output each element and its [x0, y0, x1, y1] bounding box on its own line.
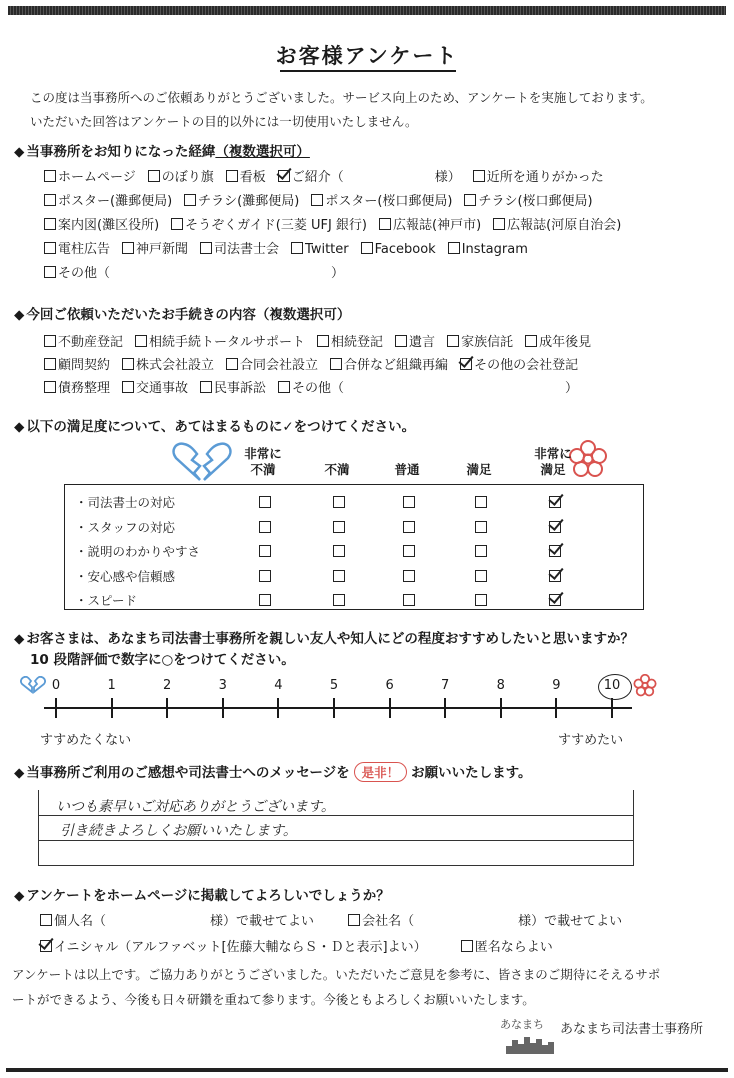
option-label: その他の会社登記	[474, 358, 579, 373]
scale-tick	[333, 698, 335, 718]
checkbox[interactable]	[44, 381, 56, 393]
scale-number[interactable]: 3	[218, 678, 227, 693]
scale-tick	[166, 698, 168, 718]
option-item[interactable]	[226, 354, 318, 373]
option-item[interactable]	[278, 166, 461, 185]
checkbox[interactable]	[200, 242, 212, 254]
rating-row-label: ・スタッフの対応	[75, 519, 176, 535]
option-label: ご紹介（ 様）	[291, 170, 461, 185]
closing-line-2: ートができるよう、今後も日々研鑽を重ねて参ります。今後ともよろしくお願いいたします。	[12, 992, 535, 1007]
checkbox[interactable]	[44, 242, 56, 254]
option-label: 神戸新聞	[136, 242, 189, 257]
option-item[interactable]	[44, 354, 110, 373]
option-item[interactable]	[184, 190, 299, 209]
checkbox[interactable]	[333, 570, 345, 582]
column-header: 不満	[324, 462, 350, 477]
skyline-icon	[504, 1034, 556, 1054]
option-label: 民事訴訟	[214, 381, 267, 396]
option-label: その他（ ）	[58, 266, 345, 281]
badge: 是非！	[354, 762, 408, 782]
option-label: 相続登記	[331, 335, 384, 350]
checkbox[interactable]	[475, 594, 487, 606]
option-row	[44, 262, 356, 281]
option-item[interactable]	[135, 331, 305, 350]
column-header: 非常に 満足	[534, 446, 572, 477]
option-item[interactable]	[291, 242, 349, 257]
column-header: 満足	[466, 462, 492, 477]
scale-number[interactable]: 5	[329, 678, 339, 693]
checkbox[interactable]	[40, 914, 52, 926]
checkbox[interactable]	[361, 242, 373, 254]
page-title: お客様アンケート	[275, 44, 459, 68]
option-item[interactable]	[171, 214, 367, 233]
checkbox[interactable]	[403, 496, 415, 508]
q4-heading-2: 10 段階評価で数字に○をつけてください。	[30, 652, 295, 668]
checkbox-checked[interactable]	[549, 545, 561, 557]
checkbox[interactable]	[475, 545, 487, 557]
option-item[interactable]	[226, 166, 266, 185]
option-label: 電柱広告	[58, 242, 111, 257]
q6-heading: ◆ アンケートをホームページに掲載してよろしいでしょうか？	[14, 888, 390, 904]
column-header: 非常に 不満	[244, 446, 282, 477]
rating-row-label: ・スピード	[75, 593, 138, 608]
checkbox[interactable]	[122, 381, 134, 393]
checkbox[interactable]	[379, 218, 391, 230]
top-border	[8, 6, 726, 15]
option-label: 相続手続トータルサポート	[149, 335, 306, 350]
option-item[interactable]	[44, 214, 159, 233]
option-label: 広報誌(神戸市)	[393, 218, 482, 233]
option-item[interactable]	[311, 190, 452, 209]
office-logo: あなまち	[500, 1018, 544, 1031]
option-item[interactable]	[460, 354, 578, 373]
scale-tick	[277, 698, 279, 718]
option-label: 不動産登記	[58, 335, 124, 350]
option-label: チラシ(桜口郵便局)	[478, 194, 593, 209]
q6-option-anonymous[interactable]: 匿名ならよい	[461, 936, 553, 955]
option-item[interactable]	[330, 354, 448, 373]
option-label: ポスター(桜口郵便局)	[325, 194, 453, 209]
broken-heart-icon	[170, 440, 234, 484]
office-name: あなまち司法書士事務所	[560, 1022, 704, 1037]
scale-tick	[500, 698, 502, 718]
selected-rating-circle	[598, 674, 632, 700]
checkbox-checked[interactable]	[549, 570, 561, 582]
option-item[interactable]	[44, 166, 136, 185]
checkbox[interactable]	[44, 358, 56, 370]
option-item[interactable]	[464, 190, 592, 209]
q3-heading: ◆ 以下の満足度について、あてはまるものに✓をつけてください。	[14, 419, 416, 435]
scale-tick	[611, 698, 613, 718]
option-item[interactable]	[447, 331, 513, 350]
scale-number[interactable]: 9	[552, 678, 561, 693]
small-flower-icon	[632, 674, 658, 698]
checkbox[interactable]	[122, 358, 134, 370]
scale-tick	[111, 698, 113, 718]
option-label: ポスター(灘郵便局)	[58, 194, 173, 209]
option-item[interactable]	[122, 354, 214, 373]
checkbox[interactable]	[475, 496, 487, 508]
option-label: ホームページ	[58, 170, 136, 185]
scale-number[interactable]: 0	[51, 678, 61, 693]
checkbox[interactable]	[226, 170, 238, 182]
checkbox[interactable]	[44, 266, 56, 278]
option-label: 遺言	[409, 335, 436, 350]
checkbox[interactable]	[259, 570, 271, 582]
checkbox[interactable]	[291, 242, 303, 254]
option-label: 株式会社設立	[136, 358, 215, 373]
option-row	[44, 166, 616, 185]
option-label: Twitter	[305, 242, 349, 257]
checkbox-checked[interactable]	[40, 940, 52, 952]
checkbox[interactable]	[278, 381, 290, 393]
scale-tick	[222, 698, 224, 718]
checkbox[interactable]	[403, 594, 415, 606]
scale-tick	[389, 698, 391, 718]
option-item[interactable]	[493, 214, 621, 233]
checkbox[interactable]	[317, 335, 329, 347]
scale-number[interactable]: 2	[163, 678, 172, 693]
option-label: 広報誌(河原自治会)	[507, 218, 622, 233]
rating-row-label: ・司法書士の対応	[75, 495, 176, 510]
option-item[interactable]	[278, 377, 578, 396]
checkbox[interactable]	[259, 496, 271, 508]
option-label: のぼり旗	[161, 170, 214, 185]
intro-line-2: いただいた回答はアンケートの目的以外には一切使用いたしません。	[30, 114, 418, 129]
scale-number[interactable]: 10	[603, 678, 621, 693]
option-label: Instagram	[461, 242, 528, 257]
q4-heading-1: ◆ お客さまは、あなまち司法書士事務所を親しい友人や知人にどの程度おすすめしたいと思いますか？	[14, 631, 635, 647]
checkbox[interactable]	[333, 496, 345, 508]
checkbox-checked[interactable]	[549, 521, 561, 533]
option-label: 顧問契約	[58, 358, 111, 373]
scale-number[interactable]: 7	[441, 678, 450, 693]
q6-option-name[interactable]: 個人名（ 様）で載せてよい	[40, 910, 314, 929]
checkbox[interactable]	[525, 335, 537, 347]
checkbox[interactable]	[403, 521, 415, 533]
checkbox[interactable]	[447, 335, 459, 347]
scale-tick	[444, 698, 446, 718]
checkbox[interactable]	[395, 335, 407, 347]
scale-tick	[55, 698, 57, 718]
option-item[interactable]	[44, 377, 110, 396]
scale-tick	[555, 698, 557, 718]
scale-number[interactable]: 6	[385, 678, 394, 693]
option-label: 合併など組織再編	[344, 358, 449, 373]
q2-heading: ◆ 今回ご依頼いただいたお手続きの内容（複数選択可）	[14, 307, 351, 323]
option-label: 交通事故	[136, 381, 189, 396]
option-item[interactable]	[379, 214, 481, 233]
checkbox-checked[interactable]	[278, 170, 290, 182]
intro-line-1: この度は当事務所へのご依頼ありがとうございました。サービス向上のため、アンケートを実施しております。	[30, 90, 653, 105]
scale-low-label: すすめたくない	[40, 733, 132, 748]
checkbox[interactable]	[44, 218, 56, 230]
q1-heading: ◆ 当事務所をお知りになった経緯（複数選択可）	[14, 144, 310, 160]
option-label: 案内図(灘区役所)	[58, 218, 160, 233]
scale-high-label: すすめたい	[558, 733, 624, 748]
checkbox[interactable]	[403, 545, 415, 557]
rating-row-label: ・安心感や信頼感	[75, 568, 176, 584]
q6-option-company[interactable]: 会社名（ 様）で載せてよい	[348, 910, 622, 929]
checkbox[interactable]	[184, 194, 196, 206]
checkbox[interactable]	[44, 194, 56, 206]
checkbox[interactable]	[171, 218, 183, 230]
option-item[interactable]	[525, 331, 591, 350]
scale-number[interactable]: 1	[107, 678, 116, 693]
checkbox[interactable]	[493, 218, 505, 230]
option-row	[44, 331, 603, 350]
option-item[interactable]	[122, 238, 188, 257]
q6-option-initial[interactable]: イニシャル（アルファベット[佐藤大輔ならＳ・Ｄと表示]よい）	[40, 936, 427, 955]
checkbox[interactable]	[403, 570, 415, 582]
option-item[interactable]	[448, 242, 528, 257]
option-item[interactable]	[44, 331, 123, 350]
option-label: 家族信託	[461, 335, 514, 350]
checkbox[interactable]	[259, 594, 271, 606]
option-item[interactable]	[200, 238, 279, 257]
scale-number[interactable]: 4	[274, 678, 283, 693]
option-item[interactable]	[361, 242, 436, 257]
checkbox[interactable]	[259, 545, 271, 557]
checkbox[interactable]	[44, 170, 56, 182]
option-row	[44, 354, 590, 373]
q5-heading: ◆ 当事務所ご利用のご感想や司法書士へのメッセージを 是非！ お願いいたします。	[14, 761, 532, 782]
option-label: そうぞくガイド(三菱 UFJ 銀行)	[185, 218, 368, 233]
message-line-1: いつも素早いご対応ありがとうございます。	[56, 799, 335, 815]
bottom-border	[6, 1068, 728, 1072]
title-underline	[280, 70, 456, 72]
checkbox[interactable]	[464, 194, 476, 206]
checkbox[interactable]	[148, 170, 160, 182]
option-label: 成年後見	[539, 335, 592, 350]
option-item[interactable]	[148, 166, 214, 185]
option-row	[44, 377, 590, 396]
checkbox[interactable]	[135, 335, 147, 347]
checkbox[interactable]	[259, 521, 271, 533]
checkbox[interactable]	[348, 914, 360, 926]
satisfaction-table	[64, 484, 644, 610]
option-label: チラシ(灘郵便局)	[198, 194, 300, 209]
checkbox[interactable]	[333, 545, 345, 557]
checkbox-checked[interactable]	[549, 496, 561, 508]
option-item[interactable]	[44, 238, 110, 257]
checkbox[interactable]	[330, 358, 342, 370]
option-item[interactable]	[122, 377, 188, 396]
checkbox[interactable]	[475, 521, 487, 533]
option-item[interactable]	[317, 331, 383, 350]
option-label: Facebook	[374, 242, 436, 257]
option-label: 合同会社設立	[240, 358, 319, 373]
scale-line	[44, 707, 632, 709]
option-label: 債務整理	[58, 381, 111, 396]
option-label: 近所を通りがかった	[486, 170, 604, 185]
message-line-2: 引き続きよろしくお願いいたします。	[60, 823, 297, 839]
option-row	[44, 190, 605, 209]
checkbox[interactable]	[448, 242, 460, 254]
option-row	[44, 214, 633, 233]
checkbox[interactable]	[333, 594, 345, 606]
option-item[interactable]	[44, 262, 344, 281]
option-item[interactable]	[473, 166, 604, 185]
checkbox-checked[interactable]	[460, 358, 472, 370]
option-label: 看板	[239, 170, 266, 185]
checkbox[interactable]	[200, 381, 212, 393]
option-row	[44, 238, 540, 257]
checkbox[interactable]	[333, 521, 345, 533]
checkbox[interactable]	[311, 194, 323, 206]
scale-number[interactable]: 8	[496, 678, 505, 693]
small-broken-heart-icon	[20, 676, 46, 694]
option-item[interactable]	[395, 331, 435, 350]
checkbox[interactable]	[226, 358, 238, 370]
option-label: その他（ ）	[292, 381, 579, 396]
q6-row-2	[40, 936, 565, 955]
option-item[interactable]	[200, 377, 266, 396]
closing-line-1: アンケートは以上です。ご協力ありがとうございました。いただいたご意見を参考に、皆さまのご期待にそえるサポ	[12, 967, 661, 982]
rating-row-label: ・説明のわかりやすさ	[75, 544, 201, 559]
column-header: 普通	[394, 462, 420, 477]
option-label: 司法書士会	[214, 242, 280, 257]
checkbox[interactable]	[44, 335, 56, 347]
q6-row-1	[40, 910, 634, 929]
checkbox[interactable]	[473, 170, 485, 182]
checkbox[interactable]	[475, 570, 487, 582]
option-item[interactable]	[44, 190, 172, 209]
checkbox[interactable]	[122, 242, 134, 254]
checkbox-checked[interactable]	[549, 594, 561, 606]
checkbox[interactable]	[461, 940, 473, 952]
